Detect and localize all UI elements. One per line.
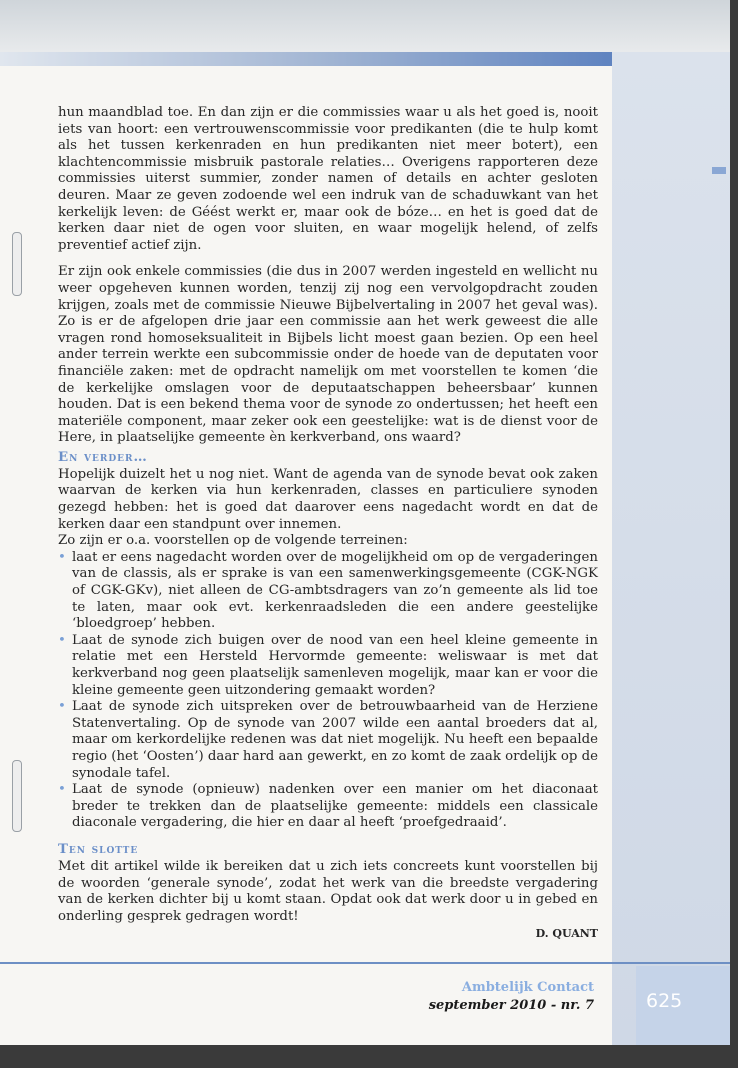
top-rule bbox=[0, 52, 612, 66]
paragraph-5: Met dit artikel wilde ik bereiken dat u zich iets concreets kunt voorstellen bij de woorden ‘generale synode’, zodat het werk van die breedste vergadering van de kerken dichter bij u komt staan. Opdat ook dat werk door u in gebed en onderling gesprek gedragen wordt! bbox=[58, 858, 598, 924]
bullet-icon: • bbox=[58, 549, 66, 565]
issue-info: september 2010 - nr. 7 bbox=[428, 998, 594, 1013]
paragraph-2: Er zijn ook enkele commissies (die dus in 2007 werden ingesteld en wellicht nu weer opgeheven kunnen worden, tenzij zij nog een vervolgopdracht zouden krijgen, zoals met de commissie Nieuwe Bijbelvertaling in 2007 het geval was). Zo is er de afgelopen drie jaar een commissie aan het werk geweest die alle vragen rond homoseksualiteit in Bijbels licht moest gaan bezien. Op een heel ander terrein werkte een subcommissie onder de hoede van de deputaten voor financiële zaken: met de opdracht namelijk om met voorstellen te komen ‘die de kerkelijke omslagen voor de deputaatschappen beheersbaar’ kunnen houden. Dat is een bekend thema voor de synode zo ondertussen; het heeft een materiële component, maar zeker ook een geestelijke: wat is de dienst voor de Here, in plaatselijke gemeente èn kerkverband, ons waard? bbox=[58, 264, 598, 446]
proposal-list bbox=[58, 550, 598, 832]
binder-clip-bottom bbox=[12, 760, 22, 832]
list-item-text: laat er eens nagedacht worden over de mogelijkheid om op de vergaderingen van de classis, als er sprake is van een samenwerkingsgemeente (CGK-NGK of CGK-GKv), niet alleen de CG-ambtsdragers van zo’n gemeente als lid toe te laten, maar ook evt. kerkenraadsleden die een andere geestelijke ‘bloedgroep’ hebben. bbox=[72, 549, 598, 632]
article-body bbox=[58, 105, 598, 943]
page-number: 625 bbox=[646, 990, 683, 1012]
paragraph-3: Hopelijk duizelt het u nog niet. Want de agenda van de synode bevat ook zaken waarvan de kerken via hun kerkenraden, classes en particuliere synoden gezegd hebben: het is goed dat daarover eens nagedacht wordt en dat de kerken daar een standpunt over innemen. bbox=[58, 466, 598, 532]
list-item-text: Laat de synode zich uitspreken over de betrouwbaarheid van de Herziene Statenvertaling. Op de synode van 2007 wilde een aantal broeders dat al, maar om kerkordelijke redenen was dat niet mogelijk. Nu heeft een bepaalde regio (het ‘Oosten’) daar hard aan gewerkt, en zo komt de zaak ordelijk op de synodale tafel. bbox=[72, 699, 598, 781]
list-item bbox=[58, 699, 598, 782]
heading-ten-slotte: Ten slotte bbox=[58, 841, 139, 857]
paragraph-1: hun maandblad toe. En dan zijn er die commissies waar u als het goed is, nooit iets van hoort: een vertrouwenscommissie voor predikanten (die te hulp komt als het tussen kerkenraden en hun predikanten niet meer botert), een klachtencommissie misbruik pastorale relaties… Overigens rapporteren deze commissies uiterst summier, zonder namen of details en achter gesloten deuren. Maar ze geven zodoende wel een indruk van de schaduwkant van het kerkelijk leven: de Géést werkt er, maar ook de bóze… en het is goed dat de kerken daar niet de ogen voor sluiten, en waar mogelijk helend, of zelfs preventief actief zijn. bbox=[58, 105, 598, 253]
list-item bbox=[58, 782, 598, 832]
binder-clip-top bbox=[12, 232, 22, 296]
list-item bbox=[58, 633, 598, 699]
bottom-rule bbox=[0, 962, 730, 964]
side-band bbox=[612, 52, 730, 1045]
heading-en-verder: En verder… bbox=[58, 449, 148, 465]
side-tab bbox=[712, 167, 726, 174]
author-signature: D. QUANT bbox=[535, 927, 598, 941]
bullet-icon: • bbox=[58, 699, 66, 715]
bullet-icon: • bbox=[58, 782, 66, 798]
list-item bbox=[58, 550, 598, 633]
top-band bbox=[0, 0, 730, 52]
list-item-text: Laat de synode zich buigen over de nood van een heel kleine gemeente in relatie met een Hersteld Hervormde gemeente: weliswaar is met dat kerkverband nog geen plaatselijk samenleven mogelijk, maar kan er voor die kleine gemeente geen uitzondering gemaakt worden? bbox=[72, 632, 598, 698]
list-item-text: Laat de synode (opnieuw) nadenken over een manier om het diaconaat breder te trekken dan de plaatselijke gemeente: middels een classicale diaconale vergadering, die hier en daar al heeft ‘proefgedraaid’. bbox=[72, 782, 598, 831]
magazine-title: Ambtelijk Contact bbox=[461, 980, 594, 995]
paragraph-4: Zo zijn er o.a. voorstellen op de volgende terreinen: bbox=[58, 533, 408, 549]
bullet-icon: • bbox=[58, 632, 66, 648]
